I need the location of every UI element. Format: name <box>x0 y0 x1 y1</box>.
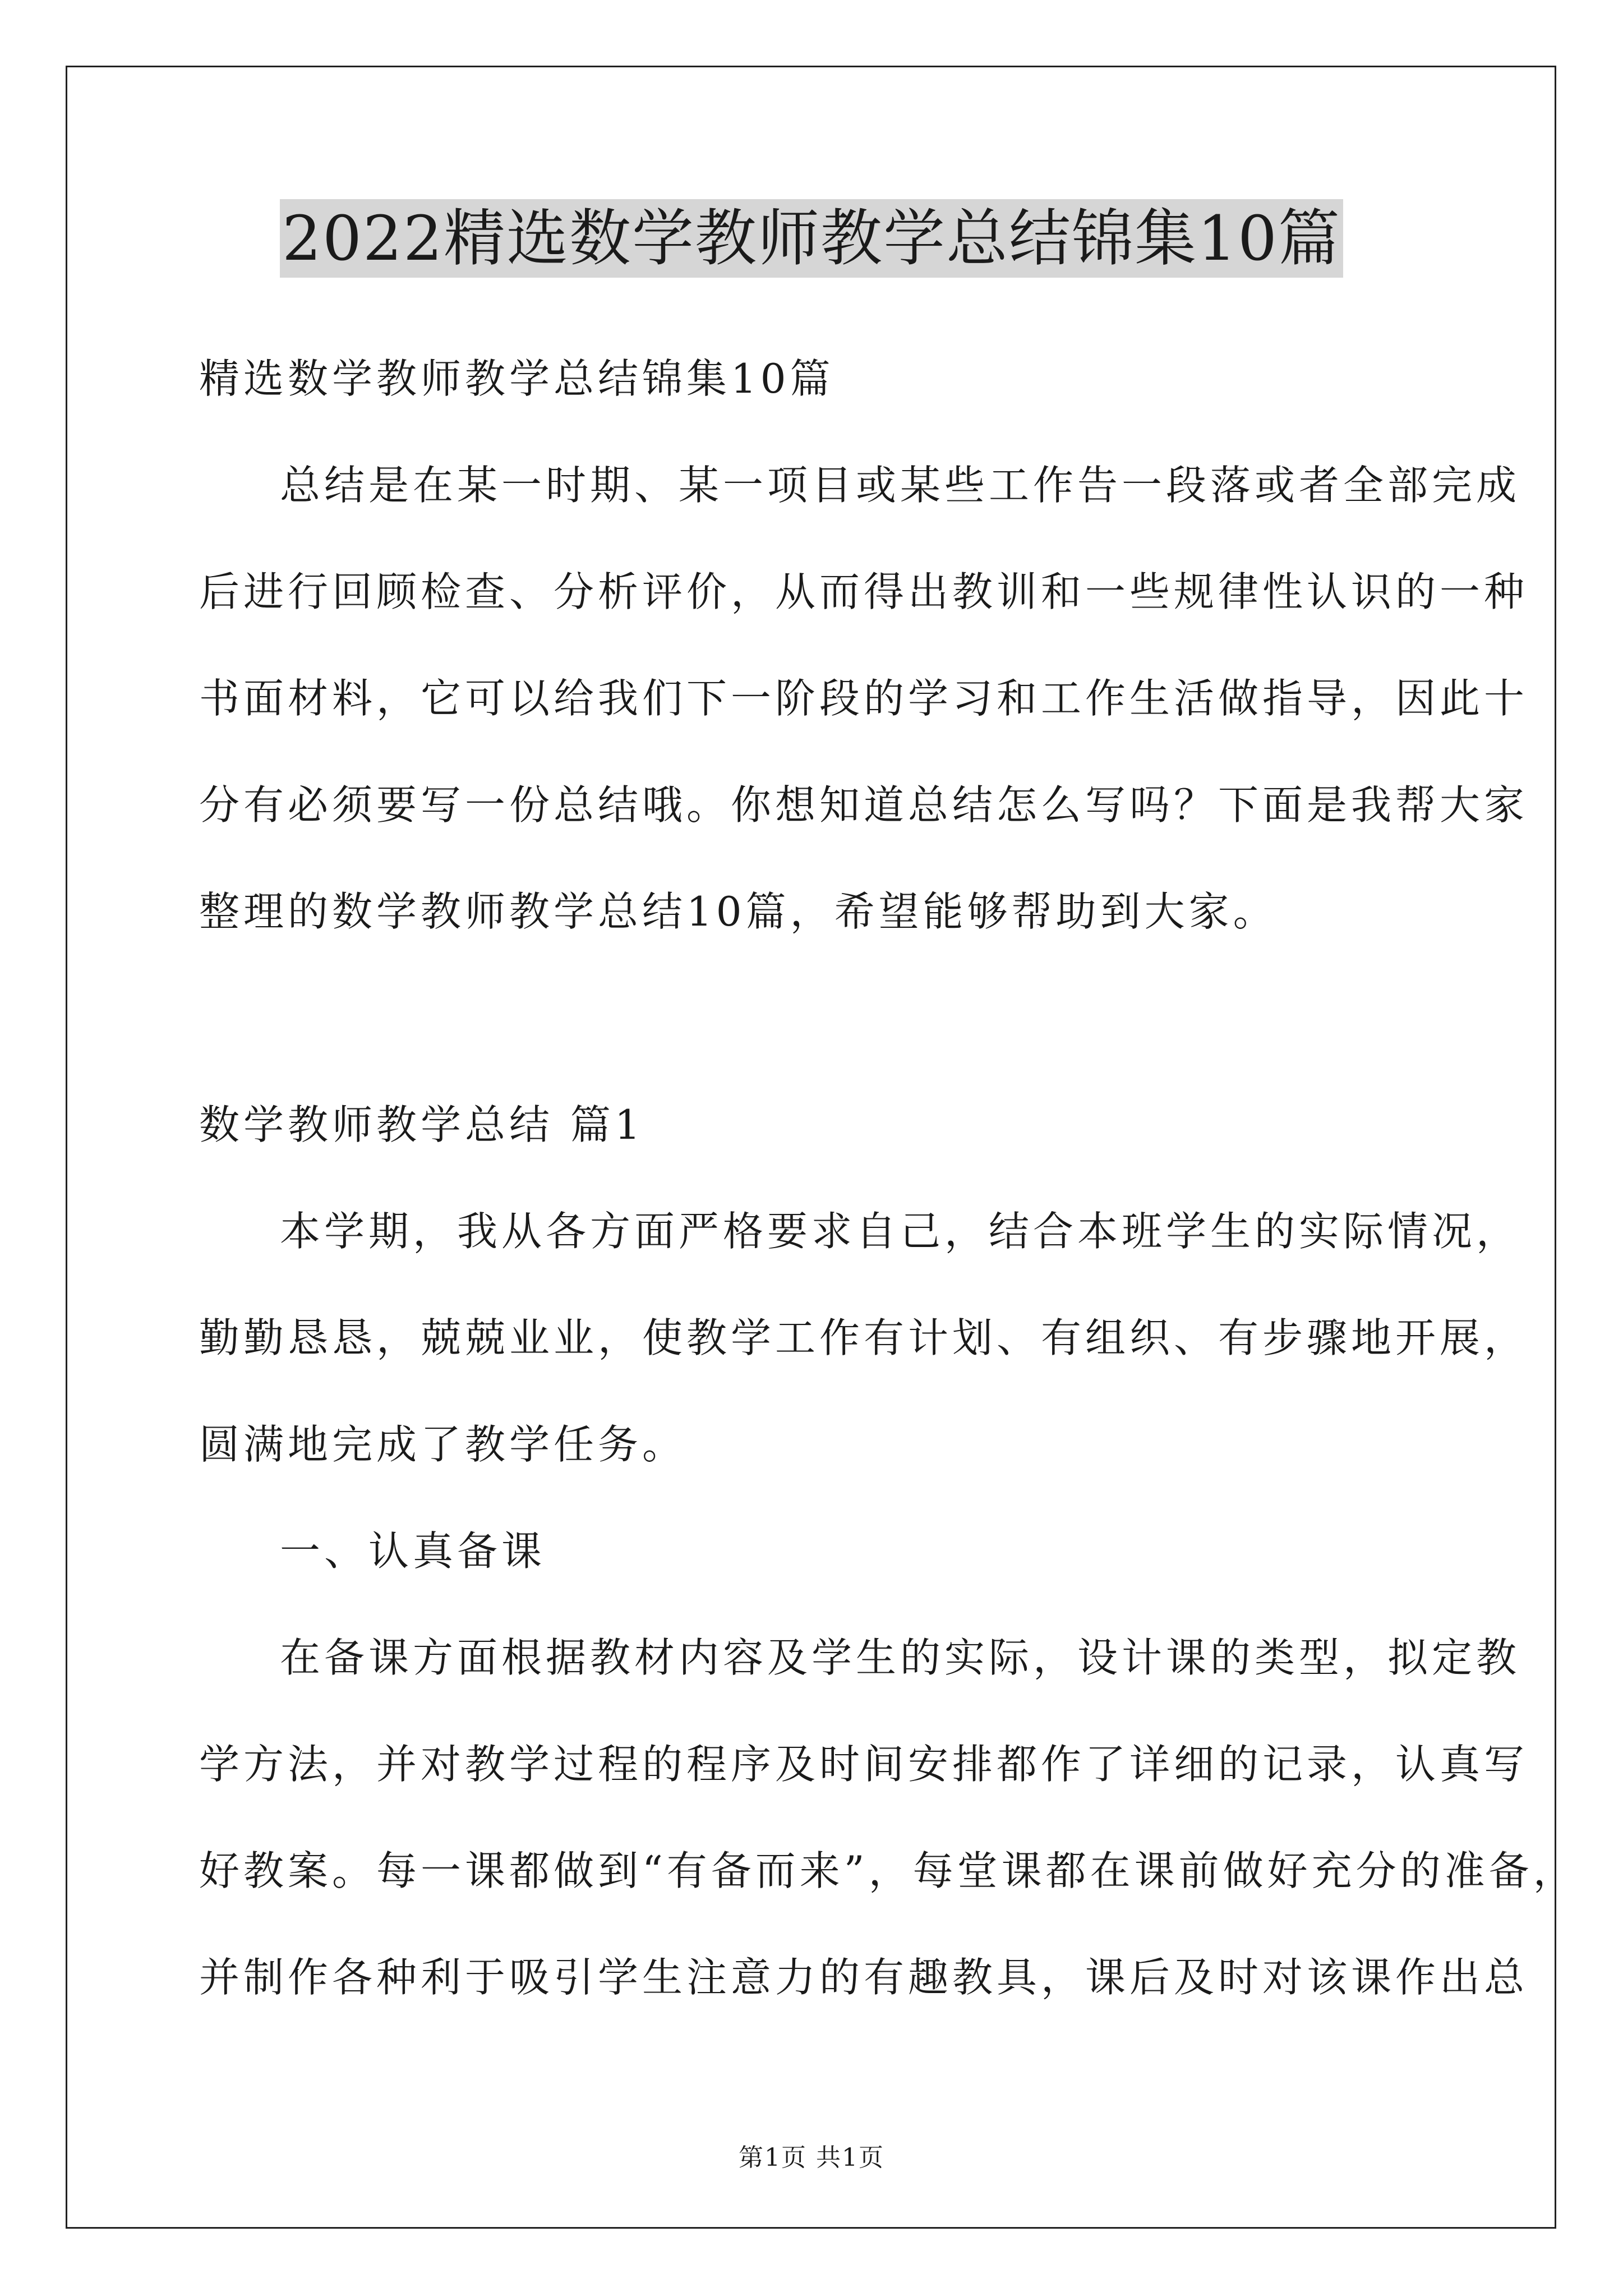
intro-line: 书面材料，它可以给我们下一阶段的学习和工作生活做指导，因此十 <box>199 675 1529 722</box>
section-heading: 数学教师教学总结 篇1 <box>199 1101 644 1148</box>
prep-para-line: 好教案。每一课都做到“有备而来”，每堂课都在课前做好充分的准备， <box>199 1847 1578 1894</box>
subtitle: 精选数学教师教学总结锦集10篇 <box>199 355 834 402</box>
intro-line: 整理的数学教师教学总结10篇，希望能够帮助到大家。 <box>199 888 1278 935</box>
prep-para-line: 学方法，并对教学过程的程序及时间安排都作了详细的记录，认真写 <box>199 1741 1529 1788</box>
title-container <box>0 199 1623 278</box>
intro-line: 后进行回顾检查、分析评价，从而得出教训和一些规律性认识的一种 <box>199 568 1529 615</box>
prep-para-line: 在备课方面根据教材内容及学生的实际，设计课的类型，拟定教 <box>280 1634 1521 1681</box>
section-para-line: 本学期，我从各方面严格要求自己，结合本班学生的实际情况， <box>280 1208 1521 1255</box>
subheading: 一、认真备课 <box>280 1527 546 1575</box>
document-title: 2022精选数学教师教学总结锦集10篇 <box>280 199 1343 278</box>
intro-line: 总结是在某一时期、某一项目或某些工作告一段落或者全部完成 <box>280 462 1521 509</box>
intro-line: 分有必须要写一份总结哦。你想知道总结怎么写吗？下面是我帮大家 <box>199 781 1529 829</box>
page-footer: 第1页 共1页 <box>739 2143 884 2172</box>
prep-para-line: 并制作各种利于吸引学生注意力的有趣教具，课后及时对该课作出总 <box>199 1954 1529 2001</box>
section-para-line: 圆满地完成了教学任务。 <box>199 1421 687 1468</box>
section-para-line: 勤勤恳恳，兢兢业业，使教学工作有计划、有组织、有步骤地开展， <box>199 1314 1529 1361</box>
